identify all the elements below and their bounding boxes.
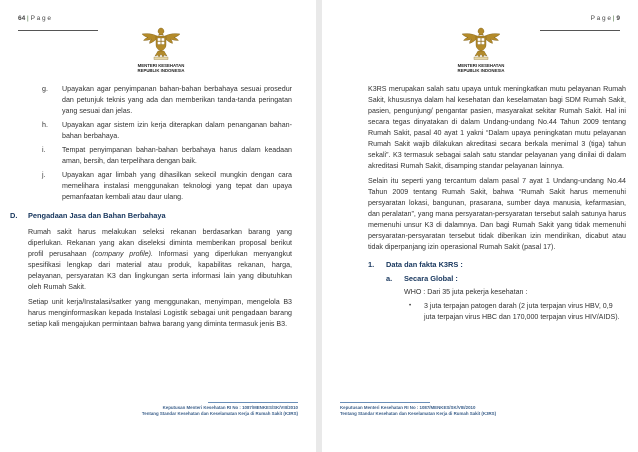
- footer-rule: [208, 402, 298, 403]
- page-label: P a g e: [30, 15, 52, 22]
- list-item: [42, 120, 292, 142]
- page-header: [18, 15, 51, 22]
- item-marker: h.: [42, 121, 48, 129]
- paragraph: Setiap unit kerja/Instalasi/satker yang menggunakan, menyimpan, mengelola B3 harus menginformasikan kepada Instalasi Logistik sebagai unit pengadaan barang setiap kali mengajukan permintaan bahwa barang yang diminta termasuk jenis B3.: [28, 298, 292, 328]
- header-separator: |: [612, 15, 615, 22]
- sub-subsection-heading: [386, 273, 626, 284]
- paragraph: K3RS merupakan salah satu upaya untuk meningkatkan mutu pelayanan Rumah Sakit, khususnya dalam hal kesehatan dan keselamatan bagi SDM Rumah Sakit, pasien, pengunjung/ pengantar pasien, masyarakat sekitar Rumah Sakit. Hal ini secara tegas dinyatakan di dalam Undang-undang No.44 Tahun 2009 tentang Rumah Sakit, pasal 40 ayat 1 yakni “Dalam upaya peningkatan mutu pelayanan Rumah Sakit wajib dilakukan akreditasi secara berkala menimal 3 (tiga) tahun sekali”. K3 termasuk sebagai salah satu standar pelayanan yang dinilai di dalam akreditasi Rumah Sakit, disamping standar pelayanan lainnya.: [368, 85, 626, 170]
- footer-line-1: Keputusan Menteri Kesehatan RI No : 1087/MENKES/SK/VIII/2010: [340, 405, 476, 410]
- ministry-caption: [101, 63, 221, 74]
- footer-line-2: Tentang Standar Kesehatan dan Keselamatan Kerja di Rumah Sakit (K3RS): [141, 410, 298, 416]
- list-item: [42, 145, 292, 167]
- footer-line-2: Tentang Standar Kesehatan dan Keselamatan Kerja di Rumah Sakit (K3RS): [340, 410, 497, 416]
- item-text: Upayakan agar sistem izin kerja diterapkan dalam penanganan bahan-bahan berbahaya.: [62, 121, 292, 140]
- list-item: [42, 170, 292, 203]
- page-number: 9: [616, 15, 620, 22]
- left-body: [10, 84, 292, 330]
- garuda-emblem-icon: [139, 24, 183, 62]
- paragraph: Selain itu seperti yang tercantum dalam pasal 7 ayat 1 Undang-undang No.44 Tahun 2009 tentang Rumah Sakit, bahwa “Rumah Sakit harus memenuhi persyaratan lokasi, bangunan, prasarana, sumber daya manusia, kefarmasian, dan peralatan”, yang mana persyaratan-persyaratan tersebut salah satunya harus memenuhi unsur K3 di dalamnya. Dan bagi Rumah Sakit yang tidak memenuhi persyaratan-persyaratan tersebut tidak diberikan izin mendirikan, dicabut atau tidak diperpanjang izin operasional Rumah Sakit (pasal 17).: [368, 177, 626, 251]
- heading-text: Secara Global :: [404, 274, 458, 283]
- section-title: Pengadaan Jasa dan Bahan Berbahaya: [28, 211, 166, 220]
- left-page: [0, 0, 316, 452]
- subsection-heading: [368, 259, 626, 270]
- right-page: [322, 0, 638, 452]
- item-text: Upayakan agar limbah yang dihasilkan sekecil mungkin dengan cara memelihara instalasi menggunakan teknologi yang tepat dan upaya pemanfaatan kembali atau daur ulang.: [62, 171, 292, 201]
- paragraph-emphasis: (company profile).: [92, 250, 153, 258]
- ministry-caption: [421, 63, 541, 74]
- heading-marker: a.: [386, 274, 393, 283]
- page-header: [591, 15, 620, 22]
- header-rule: [18, 30, 98, 31]
- section-heading: [10, 210, 292, 221]
- ministry-line-2: REPUBLIK INDONESIA: [457, 68, 505, 74]
- paragraph: [28, 227, 292, 293]
- list-item: [42, 84, 292, 117]
- paragraph-text: Rumah sakit harus melakukan seleksi rekanan berdasarkan barang yang diperlukan. Rekanan yang akan diseleksi diminta memberikan proposal berikut profil perusahaan: [28, 228, 292, 258]
- ministry-line-1: MENTERI KESEHATAN: [457, 63, 505, 68]
- bullet-item: [404, 301, 626, 323]
- ministry-line-1: MENTERI KESEHATAN: [137, 63, 185, 68]
- page-footer: [142, 405, 298, 416]
- right-body: [368, 84, 626, 323]
- footer-rule: [340, 402, 430, 403]
- bullet-icon: •: [409, 303, 412, 309]
- footer-line-1: Keputusan Menteri Kesehatan RI No : 1087/MENKES/SK/VIII/2010: [162, 405, 298, 410]
- ministry-line-2: REPUBLIK INDONESIA: [137, 68, 185, 74]
- item-text: Upayakan agar penyimpanan bahan-bahan berbahaya sesuai prosedur dan petunjuk teknis yang ada dan memberikan tanda-tanda peringatan yang sesuai dan jelas.: [62, 85, 292, 115]
- item-marker: g.: [42, 85, 48, 93]
- item-marker: j.: [42, 171, 46, 179]
- item-text: Tempat penyimpanan bahan-bahan berbahaya harus dalam keadaan aman, bersih, dan terpelihara dengan baik.: [62, 146, 292, 165]
- page-label: P a g e: [590, 15, 612, 22]
- page-footer: [340, 405, 496, 416]
- garuda-emblem-icon: [459, 24, 503, 62]
- heading-marker: 1.: [368, 260, 375, 269]
- page-number: 64: [18, 15, 26, 22]
- item-marker: i.: [42, 146, 46, 154]
- heading-text: Data dan fakta K3RS :: [386, 260, 463, 269]
- bullet-text: 3 juta terpajan patogen darah (2 juta terpajan virus HBV, 0,9 juta terpajan virus HBC dan 170,000 terpajan virus HIV/AIDS).: [424, 302, 620, 321]
- paragraph-text-cont: Informasi yang diperlukan menyangkut spesifikasi lengkap dari material atau produk, kapabilitas rekanan, harga, pelayanan, persyaratan K3 dan lingkungan serta informasi lain yang dibutuhkan oleh Rumah Sakit.: [28, 250, 292, 291]
- header-separator: |: [27, 15, 29, 22]
- header-rule: [540, 30, 620, 31]
- who-line: WHO : Dari 35 juta pekerja kesehatan :: [404, 288, 528, 296]
- section-marker: D.: [10, 211, 18, 220]
